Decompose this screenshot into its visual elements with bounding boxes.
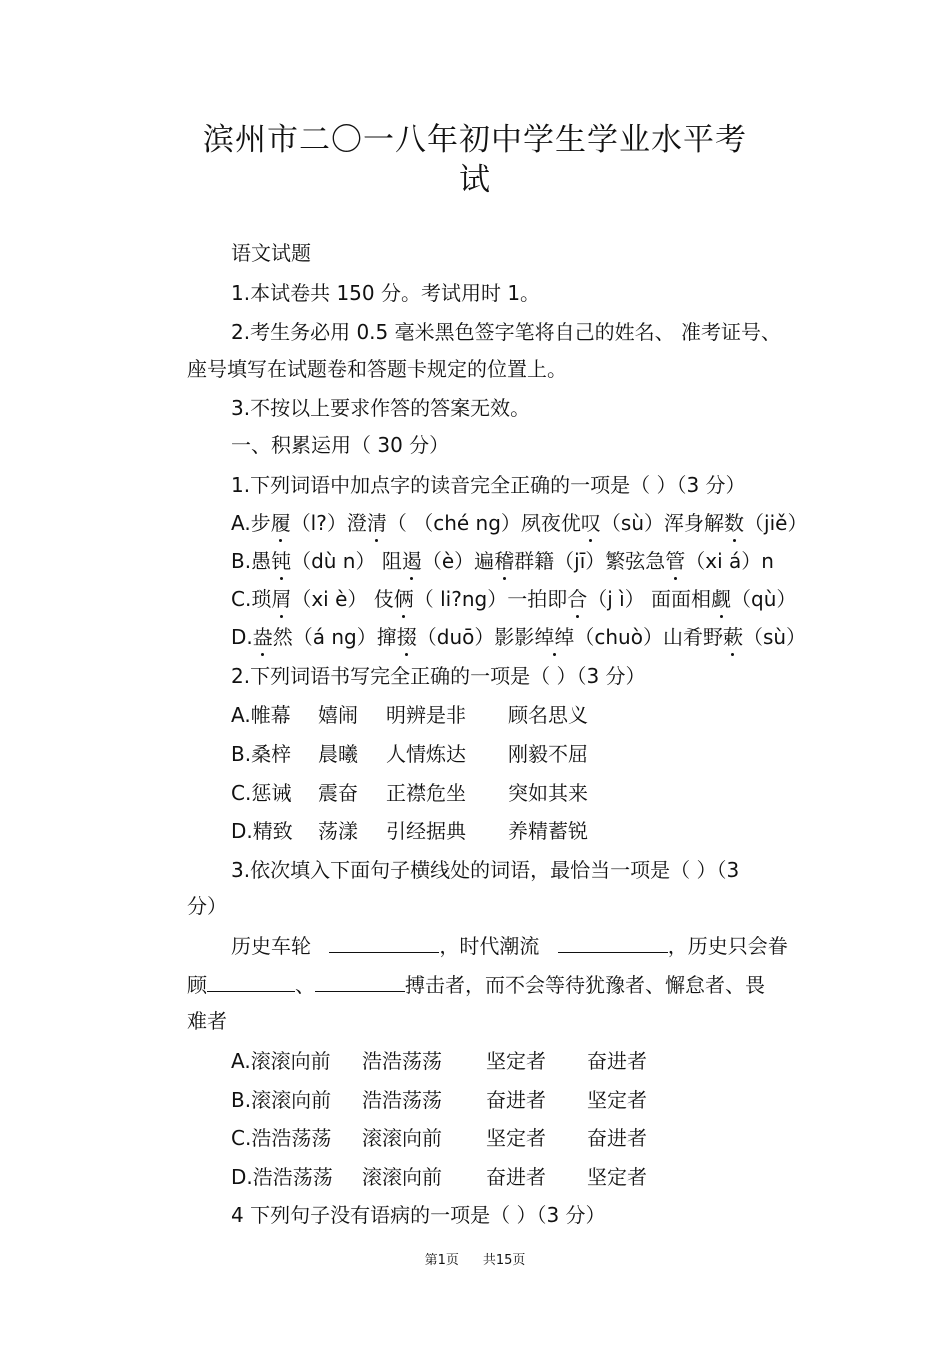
text-segment: （ li?ng）一拍即 <box>413 587 568 611</box>
q3-passage-line3: 难者 <box>187 1009 227 1033</box>
q2-option-b-2: 晨曦 <box>318 742 358 766</box>
text-segment: （qù） <box>731 587 797 611</box>
text-segment: B.愚 <box>231 549 272 573</box>
dotted-char: 屑 <box>271 587 292 611</box>
q3-option-c-1: C.浩浩荡荡 <box>231 1126 332 1150</box>
dotted-char: 蔌 <box>722 625 743 649</box>
q3-stem-cont: 分） <box>187 894 227 918</box>
q2-option-d-2: 荡漾 <box>318 819 358 843</box>
q3-option-d-1: D.浩浩荡荡 <box>231 1165 333 1189</box>
q1-option-d <box>231 625 806 649</box>
q3-option-b-4: 坚定者 <box>587 1088 647 1112</box>
instruction-1: 1.本试卷共 150 分。考试用时 1。 <box>231 281 541 305</box>
q2-option-a-2: 嬉闹 <box>318 703 358 727</box>
q3-option-a-2: 浩浩荡荡 <box>362 1049 442 1073</box>
q2-option-d-3: 引经据典 <box>386 819 466 843</box>
text-segment: （xi á）n <box>685 549 774 573</box>
text-segment: （l?）澄 <box>290 511 367 535</box>
q1-option-a <box>231 511 807 535</box>
q1-option-b <box>231 549 774 573</box>
text-segment: 然（á ng）撺 <box>272 625 397 649</box>
fill-blank-1 <box>329 932 439 953</box>
q2-option-b-4: 刚毅不屈 <box>508 742 588 766</box>
q3-stem: 3.依次填入下面句子横线处的词语，最恰当一项是（ ）（3 <box>231 858 740 882</box>
page-total: 共15页 <box>482 1253 526 1268</box>
text-segment: （ （ché ng）夙夜优 <box>386 511 581 535</box>
q2-option-d-4: 养精蓄锐 <box>508 819 588 843</box>
text-segment: （dù n） 阻 <box>291 549 402 573</box>
exam-title-line1: 滨州市二〇一八年初中学生学业水平考 <box>203 122 747 158</box>
dotted-char: 觑 <box>711 587 732 611</box>
q2-option-b-1: B.桑梓 <box>231 742 292 766</box>
text-segment: 时代潮流 <box>459 934 540 958</box>
dotted-char: 钝 <box>271 549 292 573</box>
fill-blank-4 <box>315 971 405 992</box>
section-heading: 一、积累运用（ 30 分） <box>231 433 450 457</box>
text-segment: 群籍（jī）繁弦急 <box>514 549 666 573</box>
exam-title-line2: 试 <box>459 162 491 198</box>
q3-option-c-3: 坚定者 <box>486 1126 546 1150</box>
dotted-char: 盎 <box>252 625 273 649</box>
dotted-char: 稽 <box>494 549 515 573</box>
q3-option-c-4: 奋进者 <box>587 1126 647 1150</box>
dotted-char: 清 <box>366 511 387 535</box>
q4-stem: 4 下列句子没有语病的一项是（ ）（3 分） <box>231 1203 606 1227</box>
text-segment: C.琐 <box>231 587 272 611</box>
text-segment: 历史车轮 <box>231 934 311 958</box>
dotted-char: 数 <box>724 511 745 535</box>
q3-option-d-4: 坚定者 <box>587 1165 647 1189</box>
subject-label: 语文试题 <box>231 241 311 265</box>
q3-option-a-1: A.滚滚向前 <box>231 1049 331 1073</box>
text-segment: （j ì） 面面相 <box>587 587 712 611</box>
dotted-char: 掇 <box>396 625 417 649</box>
dotted-char: 履 <box>270 511 291 535</box>
text-segment: （è）遍 <box>421 549 495 573</box>
q2-option-b-3: 人情炼达 <box>386 742 466 766</box>
q3-passage-line2 <box>187 971 765 997</box>
text-segment: 历史只会眷 <box>687 934 788 958</box>
q3-option-d-3: 奋进者 <box>486 1165 546 1189</box>
dotted-char: 遏 <box>401 549 422 573</box>
q3-option-a-4: 奋进者 <box>587 1049 647 1073</box>
text-segment: （chuò）山肴野 <box>574 625 723 649</box>
text-segment: D. <box>231 625 253 649</box>
q2-option-c-2: 震奋 <box>318 781 358 805</box>
q3-option-c-2: 滚滚向前 <box>362 1126 442 1150</box>
text-segment: （xi è） 伎 <box>291 587 394 611</box>
q2-option-c-3: 正襟危坐 <box>386 781 466 805</box>
q2-option-a-3: 明辨是非 <box>386 703 466 727</box>
text-segment: A.步 <box>231 511 271 535</box>
q3-option-b-1: B.滚滚向前 <box>231 1088 332 1112</box>
dotted-char: 合 <box>567 587 588 611</box>
dotted-char: 绰绰 <box>534 625 575 649</box>
instruction-3: 3.不按以上要求作答的答案无效。 <box>231 396 531 420</box>
page-footer <box>0 1249 950 1268</box>
text-segment: 、 <box>295 973 315 997</box>
q1-option-c <box>231 587 796 611</box>
instruction-2-cont: 座号填写在试题卷和答题卡规定的位置上。 <box>187 357 567 381</box>
text-segment: （sù） <box>742 625 807 649</box>
text-segment: 顾 <box>187 973 207 997</box>
q3-passage-line1 <box>231 932 788 958</box>
q2-stem: 2.下列词语书写完全正确的一项是（ ）（3 分） <box>231 664 646 688</box>
instruction-2: 2.考生务必用 0.5 毫米黑色签字笔将自己的姓名、 准考证号、 <box>231 320 781 344</box>
dotted-char: 俩 <box>393 587 414 611</box>
page-number: 第1页 <box>424 1253 459 1268</box>
q2-option-a-4: 顾名思义 <box>508 703 588 727</box>
fill-blank-3 <box>207 971 295 992</box>
dotted-char: 叹 <box>580 511 601 535</box>
text-segment: ， <box>667 934 688 958</box>
q3-option-d-2: 滚滚向前 <box>362 1165 442 1189</box>
q3-option-a-3: 坚定者 <box>486 1049 546 1073</box>
text-segment: （sù）浑身解 <box>600 511 725 535</box>
q3-option-b-3: 奋进者 <box>486 1088 546 1112</box>
text-segment: 搏击者，而不会等待犹豫者、懈怠者、畏 <box>405 973 765 997</box>
text-segment: ， <box>439 934 460 958</box>
q1-stem: 1.下列词语中加点字的读音完全正确的一项是（ ）（3 分） <box>231 473 746 497</box>
fill-blank-2 <box>558 932 668 953</box>
dotted-char: 管 <box>665 549 686 573</box>
q3-option-b-2: 浩浩荡荡 <box>362 1088 442 1112</box>
text-segment: （duō）影影 <box>416 625 535 649</box>
text-segment: （jiě） <box>744 511 808 535</box>
q2-option-c-1: C.惩诫 <box>231 781 292 805</box>
q2-option-a-1: A.帷幕 <box>231 703 291 727</box>
q2-option-c-4: 突如其来 <box>508 781 588 805</box>
q2-option-d-1: D.精致 <box>231 819 293 843</box>
